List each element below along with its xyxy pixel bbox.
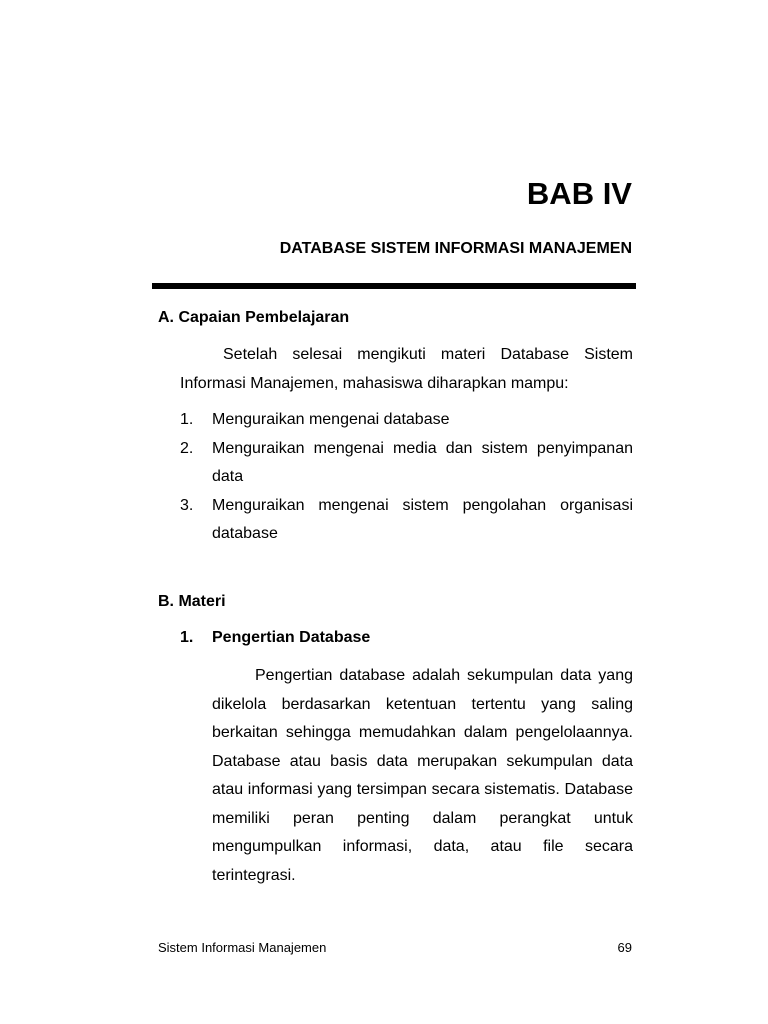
chapter-divider: [152, 283, 636, 289]
list-item-number: 2.: [180, 439, 194, 457]
subsection-1-heading: [180, 627, 370, 649]
footer-book-title: Sistem Informasi Manajemen: [158, 940, 327, 955]
list-item-text: Menguraikan mengenai media dan sistem penyimpanan data: [212, 439, 633, 485]
chapter-title: DATABASE SISTEM INFORMASI MANAJEMEN: [279, 240, 632, 257]
list-item: [180, 406, 633, 435]
list-item: [180, 435, 633, 492]
learning-objectives-list: [180, 406, 633, 549]
list-item-text: Menguraikan mengenai database: [212, 411, 450, 428]
footer-page-number: 69: [617, 940, 632, 955]
list-item-text: Menguraikan mengenai sistem pengolahan organisasi database: [212, 496, 633, 542]
chapter-label: BAB IV: [526, 176, 632, 211]
subsection-1-number: 1.: [180, 629, 194, 646]
list-item-number: 3.: [180, 496, 194, 514]
subsection-1-title: Pengertian Database: [212, 629, 371, 646]
learning-outcomes-intro: Setelah selesai mengikuti materi Database Sistem Informasi Manajemen, mahasiswa diharapkan mampu:: [180, 346, 633, 392]
section-a-heading: A. Capaian Pembelajaran: [158, 309, 350, 326]
database-definition-paragraph: Pengertian database adalah sekumpulan data yang dikelola berdasarkan ketentuan tertentu yang saling berkaitan sehingga memudahkan dalam pengelolaannya. Database atau basis data merupakan sekumpulan data atau informasi yang tersimpan secara sistematis. Database memiliki peran penting dalam perangkat untuk mengumpulkan informasi, data, atau file secara terintegrasi.: [212, 667, 633, 884]
list-item: [180, 492, 633, 549]
section-b-heading: B. Materi: [158, 593, 226, 610]
list-item-number: 1.: [180, 411, 194, 428]
